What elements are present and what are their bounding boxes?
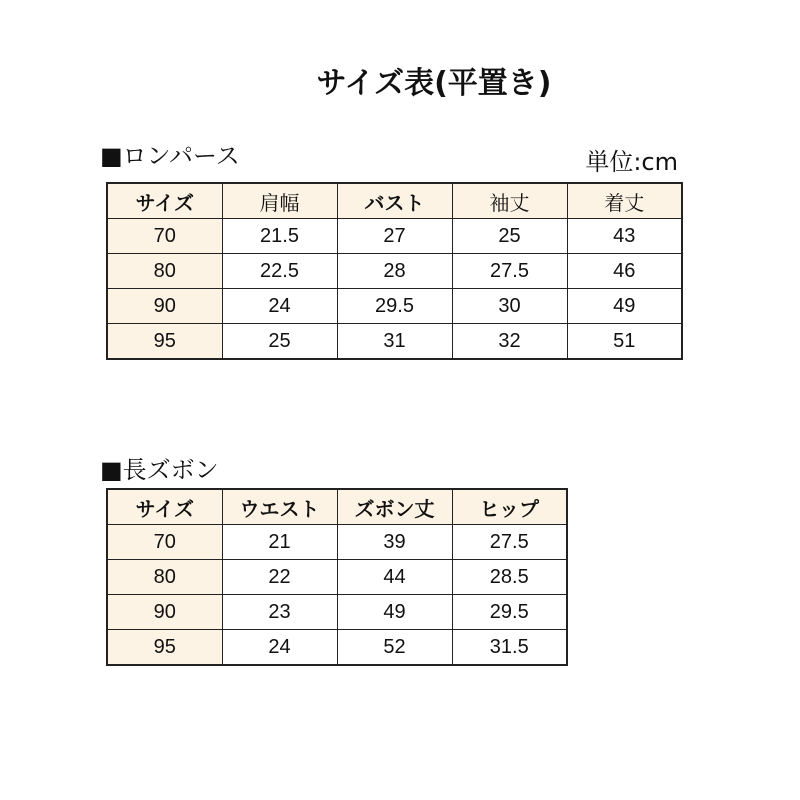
cell-hip: 31.5 — [452, 630, 567, 666]
cell-size: 95 — [107, 324, 222, 360]
cell-pants-length: 39 — [337, 525, 452, 560]
table-header-row — [107, 489, 567, 525]
cell-hip: 29.5 — [452, 595, 567, 630]
header-shoulder: 肩幅 — [222, 183, 337, 219]
cell-sleeve: 30 — [452, 289, 567, 324]
cell-length: 46 — [567, 254, 682, 289]
page-title: サイズ表(平置き) — [316, 66, 552, 101]
header-pants-length: ズボン丈 — [337, 489, 452, 525]
pants-size-table — [106, 488, 568, 666]
header-hip: ヒップ — [452, 489, 567, 525]
cell-length: 49 — [567, 289, 682, 324]
cell-shoulder: 22.5 — [222, 254, 337, 289]
table-row — [107, 254, 682, 289]
cell-sleeve: 25 — [452, 219, 567, 254]
cell-bust: 29.5 — [337, 289, 452, 324]
table-header-row — [107, 183, 682, 219]
cell-bust: 28 — [337, 254, 452, 289]
table-row — [107, 595, 567, 630]
cell-shoulder: 21.5 — [222, 219, 337, 254]
cell-pants-length: 44 — [337, 560, 452, 595]
header-waist: ウエスト — [222, 489, 337, 525]
cell-sleeve: 32 — [452, 324, 567, 360]
table-row — [107, 219, 682, 254]
cell-hip: 27.5 — [452, 525, 567, 560]
table-row — [107, 560, 567, 595]
cell-waist: 22 — [222, 560, 337, 595]
cell-length: 43 — [567, 219, 682, 254]
table-row — [107, 289, 682, 324]
table-row — [107, 324, 682, 360]
cell-bust: 27 — [337, 219, 452, 254]
romper-section-label: ■ロンパース — [100, 142, 240, 170]
cell-bust: 31 — [337, 324, 452, 360]
unit-label: 単位:cm — [585, 148, 678, 176]
cell-pants-length: 49 — [337, 595, 452, 630]
cell-size: 90 — [107, 595, 222, 630]
cell-hip: 28.5 — [452, 560, 567, 595]
table-row — [107, 630, 567, 666]
table-row — [107, 525, 567, 560]
header-size: サイズ — [107, 489, 222, 525]
romper-size-table — [106, 182, 683, 360]
cell-length: 51 — [567, 324, 682, 360]
cell-waist: 21 — [222, 525, 337, 560]
cell-size: 70 — [107, 219, 222, 254]
cell-size: 80 — [107, 560, 222, 595]
pants-section-label: ■長ズボン — [100, 456, 219, 484]
cell-sleeve: 27.5 — [452, 254, 567, 289]
header-size: サイズ — [107, 183, 222, 219]
header-bust: バスト — [337, 183, 452, 219]
cell-shoulder: 25 — [222, 324, 337, 360]
header-sleeve: 袖丈 — [452, 183, 567, 219]
cell-shoulder: 24 — [222, 289, 337, 324]
cell-size: 95 — [107, 630, 222, 666]
cell-waist: 24 — [222, 630, 337, 666]
cell-size: 90 — [107, 289, 222, 324]
header-length: 着丈 — [567, 183, 682, 219]
cell-size: 80 — [107, 254, 222, 289]
cell-waist: 23 — [222, 595, 337, 630]
cell-pants-length: 52 — [337, 630, 452, 666]
cell-size: 70 — [107, 525, 222, 560]
